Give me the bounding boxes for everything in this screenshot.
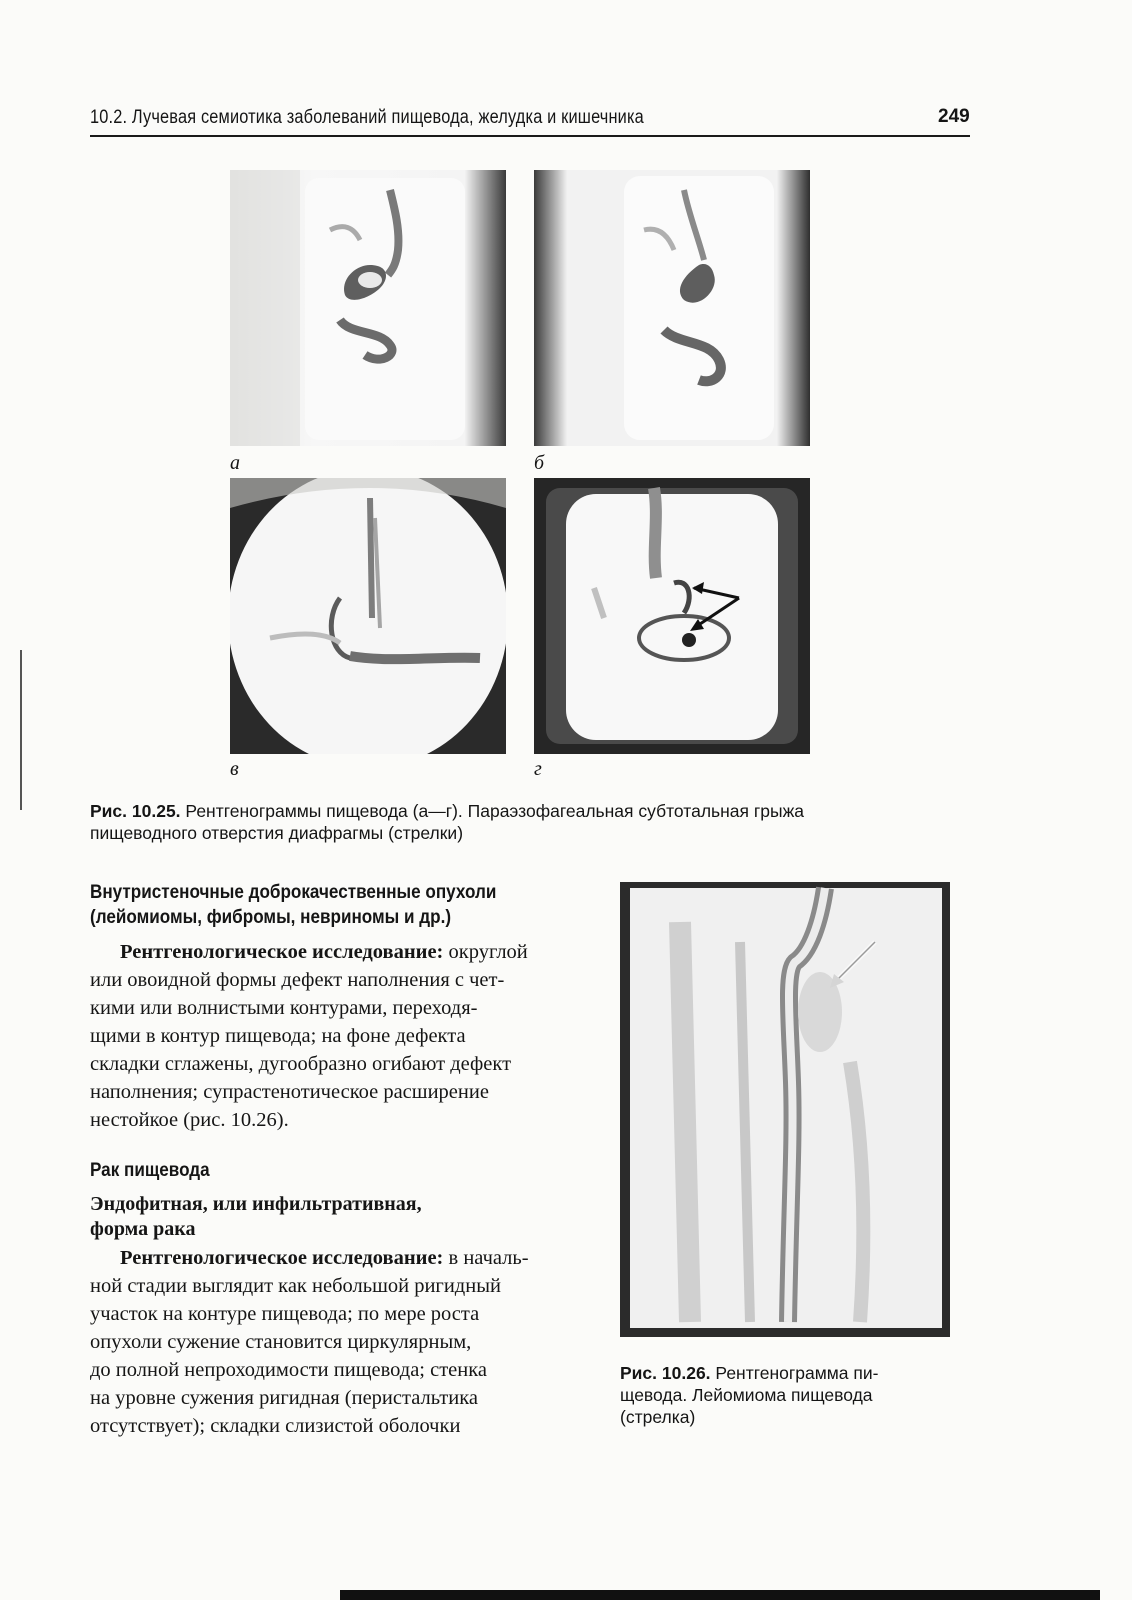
figure-26-caption-line1: Рентгенограмма пи- — [715, 1363, 879, 1383]
section-heading-cancer: Рак пищевода — [90, 1160, 210, 1181]
cancer-line-4: опухоли сужение становится циркулярным, — [90, 1331, 472, 1353]
panel-label-g: г — [534, 758, 542, 780]
section-heading-benign — [90, 880, 496, 930]
xray-figure-26 — [620, 882, 950, 1337]
section-heading-benign-line2: (лейомиомы, фибромы, невриномы и др.) — [90, 907, 452, 928]
cancer-line-6: на уровне сужения ригидная (перистальтика — [90, 1387, 478, 1409]
subheading-endophytic — [90, 1192, 422, 1242]
benign-line-5: складки сглажены, дугообразно огибают дефект — [90, 1053, 512, 1075]
cancer-lead: Рентгенологическое исследование: — [120, 1247, 444, 1269]
figure-25-caption-line1: Рентгенограммы пищевода (а—г). Параэзофагеальная субтотальная грыжа — [185, 801, 805, 821]
benign-line-1: округлой — [448, 941, 528, 963]
panel-label-b: б — [534, 452, 545, 474]
figure-25-caption-lead: Рис. 10.25. — [90, 801, 181, 821]
cancer-line-3: участок на контуре пищевода; по мере роста — [90, 1303, 480, 1325]
xray-panel-a — [230, 170, 506, 446]
benign-paragraph — [90, 938, 595, 1134]
benign-lead: Рентгенологическое исследование: — [120, 941, 444, 963]
scan-bottom-bar — [340, 1590, 1100, 1600]
section-heading-benign-line1: Внутристеночные доброкачественные опухоли — [90, 882, 497, 903]
xray-panel-g — [534, 478, 810, 754]
panel-label-v: в — [230, 758, 239, 780]
cancer-line-1: в началь- — [448, 1247, 529, 1269]
figure-26-caption — [620, 1362, 955, 1428]
subheading-endophytic-line1: Эндофитная, или инфильтративная, — [90, 1193, 422, 1215]
cancer-line-7: отсутствует); складки слизистой оболочки — [90, 1415, 461, 1437]
cancer-line-2: ной стадии выглядит как небольшой ригидный — [90, 1275, 501, 1297]
figure-26-caption-lead: Рис. 10.26. — [620, 1363, 711, 1383]
cancer-line-5: до полной непроходимости пищевода; стенка — [90, 1359, 487, 1381]
xray-panel-b — [534, 170, 810, 446]
scan-edge-mark — [20, 650, 22, 810]
header-rule — [90, 135, 970, 137]
benign-line-7: нестойкое (рис. 10.26). — [90, 1109, 289, 1131]
benign-line-6: наполнения; супрастенотическое расширение — [90, 1081, 489, 1103]
running-header: 10.2. Лучевая семиотика заболеваний пищевода, желудка и кишечника — [90, 107, 644, 128]
panel-label-a: а — [230, 452, 240, 474]
figure-25-caption — [90, 800, 970, 844]
figure-26-caption-line3: (стрелка) — [620, 1407, 696, 1427]
cancer-paragraph — [90, 1244, 595, 1440]
benign-line-2: или овоидной формы дефект наполнения с чет- — [90, 969, 505, 991]
xray-panel-v — [230, 478, 506, 754]
subheading-endophytic-line2: форма рака — [90, 1218, 196, 1240]
figure-26-caption-line2: щевода. Лейомиома пищевода — [620, 1385, 873, 1405]
figure-25-caption-line2: пищеводного отверстия диафрагмы (стрелки) — [90, 823, 464, 843]
benign-line-4: щими в контур пищевода; на фоне дефекта — [90, 1025, 466, 1047]
page-number: 249 — [938, 106, 970, 127]
benign-line-3: кими или волнистыми контурами, переходя- — [90, 997, 478, 1019]
